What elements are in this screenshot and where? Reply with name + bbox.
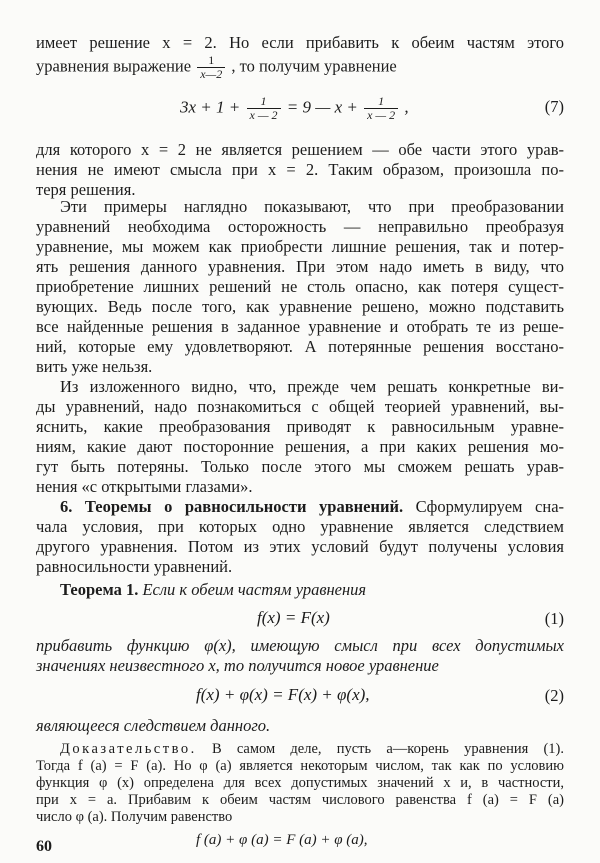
theorem-label: Теорема 1.: [60, 580, 139, 599]
theorem-line: значениях неизвестного x, то получится новое уравнение: [36, 656, 439, 675]
fraction-numerator: 1: [378, 94, 385, 108]
text-line: все найденные решения в заданное уравнение и отобрать те из реше-: [36, 317, 564, 336]
text-line: гут быть потеряны. Только после этого мы сможем решать урав-: [36, 457, 564, 476]
fraction-denominator: x—2: [197, 67, 225, 81]
text-line: ять решения данного уравнения. При этом надо иметь в виду, что: [36, 257, 564, 276]
equation-2: f(x) + φ(x) = F(x) + φ(x),: [196, 685, 370, 704]
equation-number: (1): [544, 609, 564, 628]
fraction-numerator: 1: [260, 94, 267, 108]
text-line: ды уравнений, надо познакомиться с общей теорией уравнений, вы-: [36, 397, 564, 416]
theorem-line: являющееся следствием данного.: [36, 716, 271, 735]
fraction: [364, 95, 398, 122]
equation-part: 3x + 1 +: [180, 97, 241, 117]
proof-heading-line: [60, 741, 564, 758]
fraction-denominator: x — 2: [364, 108, 398, 122]
text-line: уравнений необходима осторожность — неправильно преобразуя: [36, 217, 564, 236]
text-fragment: В самом деле, пусть a—корень уравнения (1).: [211, 741, 564, 757]
text-line: равносильности уравнений.: [36, 557, 233, 576]
text-line: чала условия, при которых одно уравнение является следствием: [36, 517, 564, 536]
text-line: яснить, какие преобразования приводят к равносильным уравне-: [36, 417, 564, 436]
equation-1: f(x) = F(x): [257, 608, 330, 627]
proof-line: число φ (a). Получим равенство: [36, 809, 233, 825]
equation-number: (2): [544, 686, 564, 705]
text-fragment: Сформулируем сна-: [415, 497, 565, 516]
text-line: вить уже нельзя.: [36, 357, 153, 376]
text-line: уравнение, мы можем как приобрести лишние решения, так и потер-: [36, 237, 564, 256]
theorem-line: прибавить функцию φ(x), имеющую смысл при всех допустимых: [36, 636, 564, 655]
equation-part: ,: [404, 97, 409, 117]
fraction-denominator: x — 2: [247, 108, 281, 122]
text-line: для которого x = 2 не является решением — обе части этого урав-: [36, 140, 564, 159]
fraction: [247, 95, 281, 122]
section-title: 6. Теоремы о равносильности уравнений.: [60, 497, 404, 516]
text-line: приобретение лишних решений не столь опасно, как потеря сущест-: [36, 277, 564, 296]
text-line: Эти примеры наглядно показывают, что при преобразовании: [60, 197, 564, 216]
text-line: другого уравнения. Потом из этих условий будут получены условия: [36, 537, 564, 556]
theorem-text: Если к обеим частям уравнения: [142, 580, 367, 599]
text-line: вующих. Ведь после того, как уравнение решено, можно подставить: [36, 297, 564, 316]
proof-line: при x = a. Прибавим к обеим частям числового равенства f (a) = F (a): [36, 792, 564, 808]
text-line: нения не имеют смысла при x = 2. Таким образом, произошла по-: [36, 160, 564, 179]
proof-label: Доказательство.: [60, 741, 197, 757]
text-fragment: уравнения выражение: [36, 56, 192, 76]
text-line: ниям, какие дают посторонние решения, а при каких решения мо-: [36, 437, 564, 456]
text-line-with-fraction: [36, 54, 564, 81]
page-number: 60: [36, 838, 52, 855]
equation-unnumbered: f (a) + φ (a) = F (a) + φ (a),: [196, 832, 368, 848]
text-line: нения «с открытыми глазами».: [36, 477, 253, 496]
equation-part: = 9 — x +: [286, 97, 358, 117]
proof-line: функция φ (x) определена для всех допустимых значений x и, в частности,: [36, 775, 564, 791]
text-line: Из изложенного видно, что, прежде чем решать конкретные ви-: [60, 377, 564, 396]
theorem-heading: [60, 580, 564, 600]
text-line: имеет решение x = 2. Но если прибавить к обеим частям этого: [36, 33, 564, 52]
equation-number: (7): [544, 97, 564, 116]
fraction-numerator: 1: [208, 53, 215, 67]
text-fragment: , то получим уравнение: [231, 56, 397, 76]
text-line: теря решения.: [36, 180, 136, 199]
equation-7: [180, 95, 409, 122]
proof-line: Тогда f (a) = F (a). Но φ (a) является некоторым числом, так как по условию: [36, 758, 564, 774]
text-line: ний, которые ему удовлетворяют. А потерянные решения восстано-: [36, 337, 564, 356]
section-heading-line: [60, 497, 564, 517]
fraction: [197, 54, 225, 81]
